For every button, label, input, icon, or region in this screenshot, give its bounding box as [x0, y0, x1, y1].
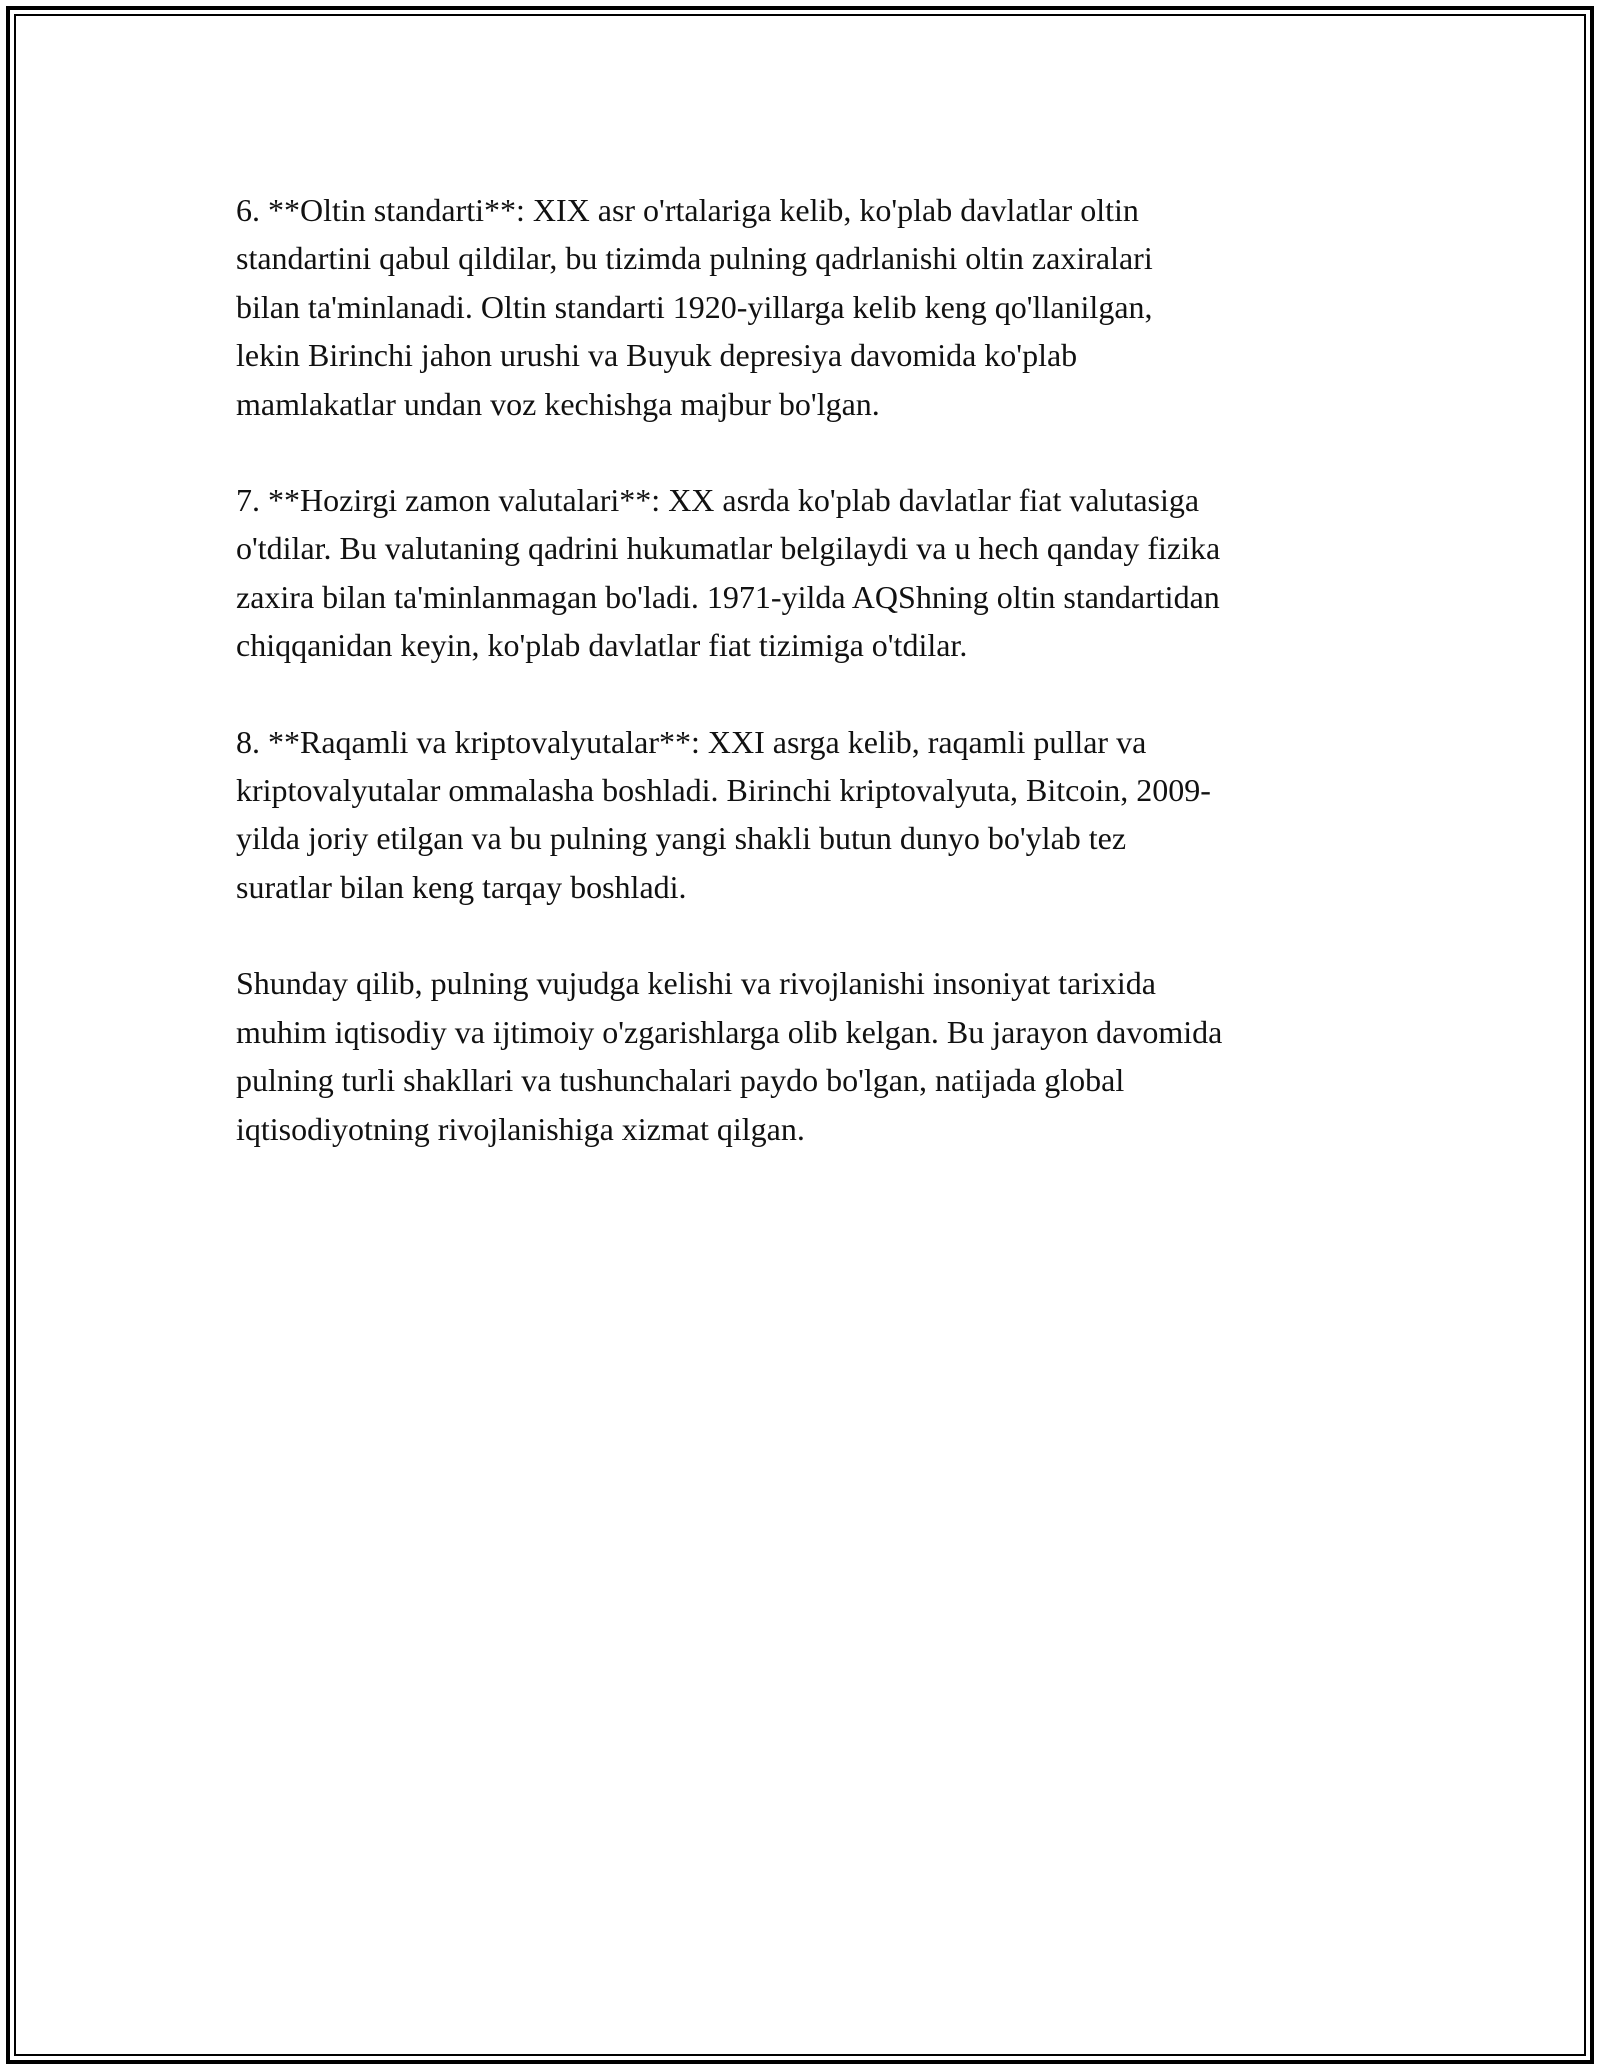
text-line: 7. **Hozirgi zamon valutalari**: XX asrda ko'plab davlatlar fiat valutasiga [236, 482, 1200, 519]
text-line: yilda joriy etilgan va bu pulning yangi shakli butun dunyo bo'ylab tez [236, 820, 1127, 857]
paragraph-modern-currencies [236, 476, 1376, 670]
text-line: pulning turli shakllari va tushunchalari paydo bo'lgan, natijada global [236, 1062, 1125, 1099]
text-line: Shunday qilib, pulning vujudga kelishi va rivojlanishi insoniyat tarixida [236, 965, 1156, 1002]
text-line: 6. **Oltin standarti**: XIX asr o'rtalariga kelib, ko'plab davlatlar oltin [236, 192, 1139, 228]
text-line: bilan ta'minlanadi. Oltin standarti 1920-yillarga kelib keng qo'llanilgan, [236, 288, 1153, 325]
text-line: 8. **Raqamli va kriptovalyutalar**: XXI asrga kelib, raqamli pullar va [236, 723, 1147, 760]
text-line: mamlakatlar undan voz kechishga majbur bo'lgan. [236, 385, 880, 422]
text-line: lekin Birinchi jahon urushi va Buyuk depresiya davomida ko'plab [236, 337, 1078, 374]
text-line: muhim iqtisodiy va ijtimoiy o'zgarishlarga olib kelgan. Bu jarayon davomida [236, 1013, 1223, 1050]
paragraph-conclusion [236, 959, 1376, 1153]
text-line: kriptovalyutalar ommalasha boshladi. Birinchi kriptovalyuta, Bitcoin, 2009- [236, 772, 1211, 809]
paragraph-digital-crypto [236, 718, 1376, 912]
paragraph-gold-standard [236, 186, 1376, 428]
text-line: chiqqanidan keyin, ko'plab davlatlar fiat tizimiga o'tdilar. [236, 627, 968, 664]
text-line: suratlar bilan keng tarqay boshladi. [236, 868, 687, 905]
document-body [236, 186, 1376, 1201]
text-line: iqtisodiyotning rivojlanishiga xizmat qilgan. [236, 1110, 805, 1147]
text-line: o'tdilar. Bu valutaning qadrini hukumatlar belgilaydi va u hech qanday fizika [236, 530, 1221, 567]
text-line: zaxira bilan ta'minlanmagan bo'ladi. 1971-yilda AQShning oltin standartidan [236, 578, 1220, 615]
text-line: standartini qabul qildilar, bu tizimda pulning qadrlanishi oltin zaxiralari [236, 240, 1153, 277]
